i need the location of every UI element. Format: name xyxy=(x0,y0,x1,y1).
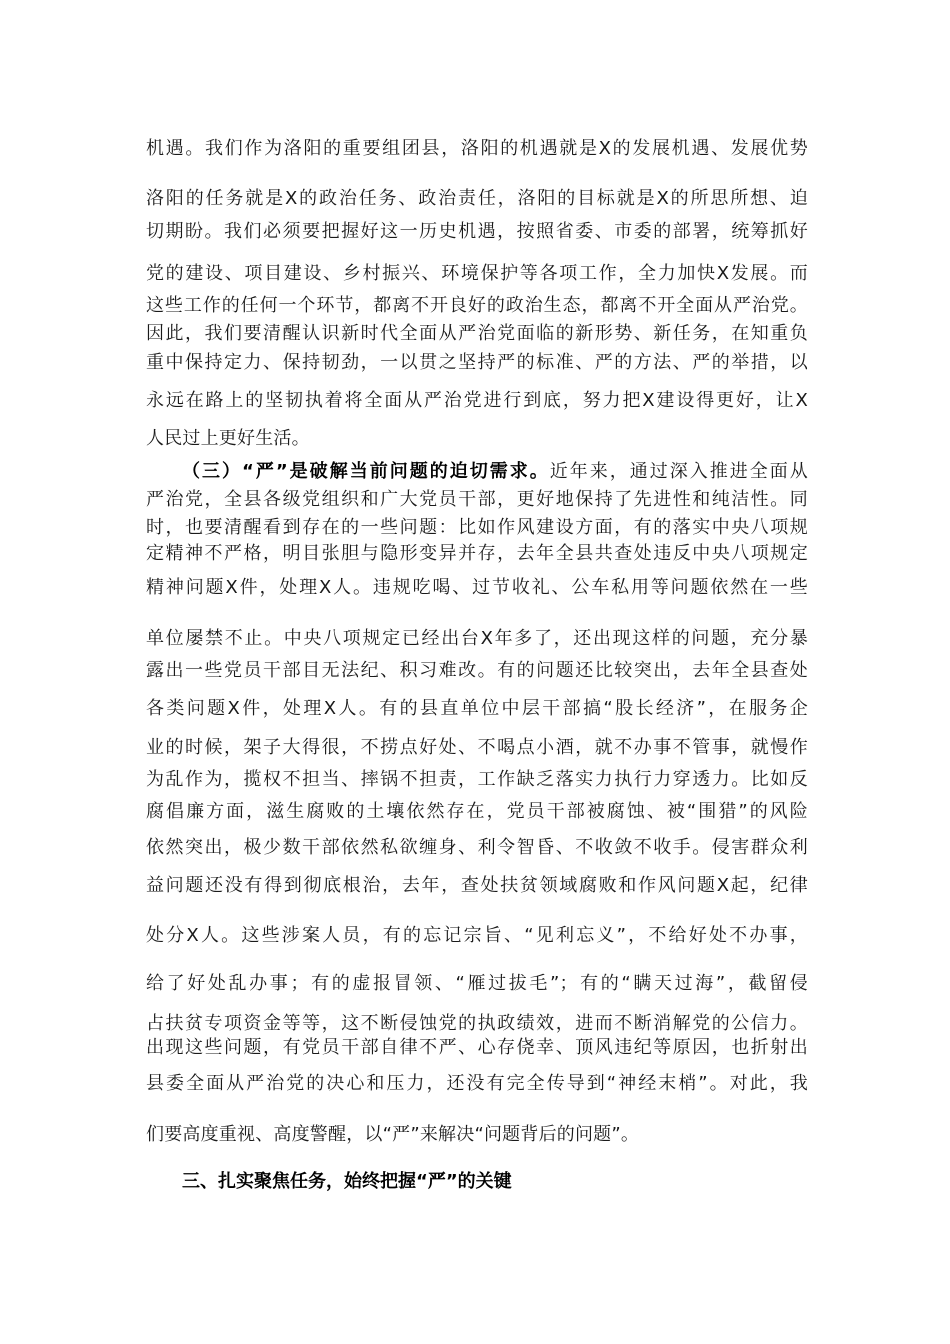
text-line: 机遇。我们作为洛阳的重要组团县，洛阳的机遇就是X的发展机遇、发展优势 xyxy=(146,138,808,159)
text-line: 永远在路上的坚韧执着将全面从严治党进行到底，努力把X建设得更好，让X xyxy=(146,390,808,411)
text-line: 益问题还没有得到彻底根治，去年，查处扶贫领域腐败和作风问题X起，纪律 xyxy=(146,875,808,896)
text-line: 各类问题X件，处理X人。有的县直单位中层干部搞“股长经济”，在服务企 xyxy=(146,698,808,719)
text-line: 给了好处乱办事；有的虚报冒领、“雁过拔毛”；有的“瞒天过海”，截留侵 xyxy=(146,973,808,994)
text-line: 洛阳的任务就是X的政治任务、政治责任，洛阳的目标就是X的所思所想、迫 xyxy=(146,188,808,209)
text-line: 单位屡禁不止。中央八项规定已经出台X年多了，还出现这样的问题，充分暴 xyxy=(146,628,808,649)
subheading-line xyxy=(182,460,808,484)
text-line: 人民过上更好生活。 xyxy=(146,428,310,449)
text-line: 因此，我们要清醒认识新时代全面从严治党面临的新形势、新任务，在知重负 xyxy=(146,323,808,344)
text-line: 依然突出，极少数干部依然私欲缠身、利令智昏、不收敛不收手。侵害群众利 xyxy=(146,837,808,858)
text-line: 业的时候，架子大得很，不捞点好处、不喝点小酒，就不办事不管事，就慢作 xyxy=(146,737,808,758)
text-line: 严治党，全县各级党组织和广大党员干部，更好地保持了先进性和纯洁性。同 xyxy=(146,489,808,510)
text-line: 这些工作的任何一个环节，都离不开良好的政治生态，都离不开全面从严治党。 xyxy=(146,295,808,316)
text-line: 出现这些问题，有党员干部自律不严、心存侥幸、顶风违纪等原因，也折射出 xyxy=(146,1037,808,1058)
text-line: 定精神不严格，明目张胆与隐形变异并存，去年全县共查处违反中央八项规定 xyxy=(146,543,808,564)
text-line: 重中保持定力、保持韧劲，一以贯之坚持严的标准、严的方法、严的举措，以 xyxy=(146,352,808,373)
text-line: 腐倡廉方面，滋生腐败的土壤依然存在，党员干部被腐蚀、被“围猎”的风险 xyxy=(146,801,808,822)
text-line: 时，也要清醒看到存在的一些问题：比如作风建设方面，有的落实中央八项规 xyxy=(146,517,808,538)
text-line: 党的建设、项目建设、乡村振兴、环境保护等各项工作，全力加快X发展。而 xyxy=(146,263,808,284)
subheading-bold-lead: （三）“严”是破解当前问题的迫切需求。 xyxy=(182,461,550,482)
text-line: 占扶贫专项资金等等，这不断侵蚀党的执政绩效，进而不断消解党的公信力。 xyxy=(146,1013,808,1034)
text-line: 们要高度重视、高度警醒，以“严”来解决“问题背后的问题”。 xyxy=(146,1124,640,1145)
subheading-rest: 近年来，通过深入推进全面从 xyxy=(549,461,808,482)
text-line: 露出一些党员干部目无法纪、积习难改。有的问题还比较突出，去年全县查处 xyxy=(146,660,808,681)
text-line: 县委全面从严治党的决心和压力，还没有完全传导到“神经末梢”。对此，我 xyxy=(146,1073,808,1094)
text-line: 切期盼。我们必须要把握好这一历史机遇，按照省委、市委的部署，统筹抓好 xyxy=(146,221,808,242)
text-line: 为乱作为，揽权不担当、摔锅不担责，工作缺乏落实力执行力穿透力。比如反 xyxy=(146,769,808,790)
text-line: 处分X人。这些涉案人员，有的忘记宗旨、“见利忘义”，不给好处不办事， xyxy=(146,925,808,946)
section-heading: 三、扎实聚焦任务，始终把握“严”的关键 xyxy=(182,1171,512,1192)
text-line: 精神问题X件，处理X人。违规吃喝、过节收礼、公车私用等问题依然在一些 xyxy=(146,577,808,598)
